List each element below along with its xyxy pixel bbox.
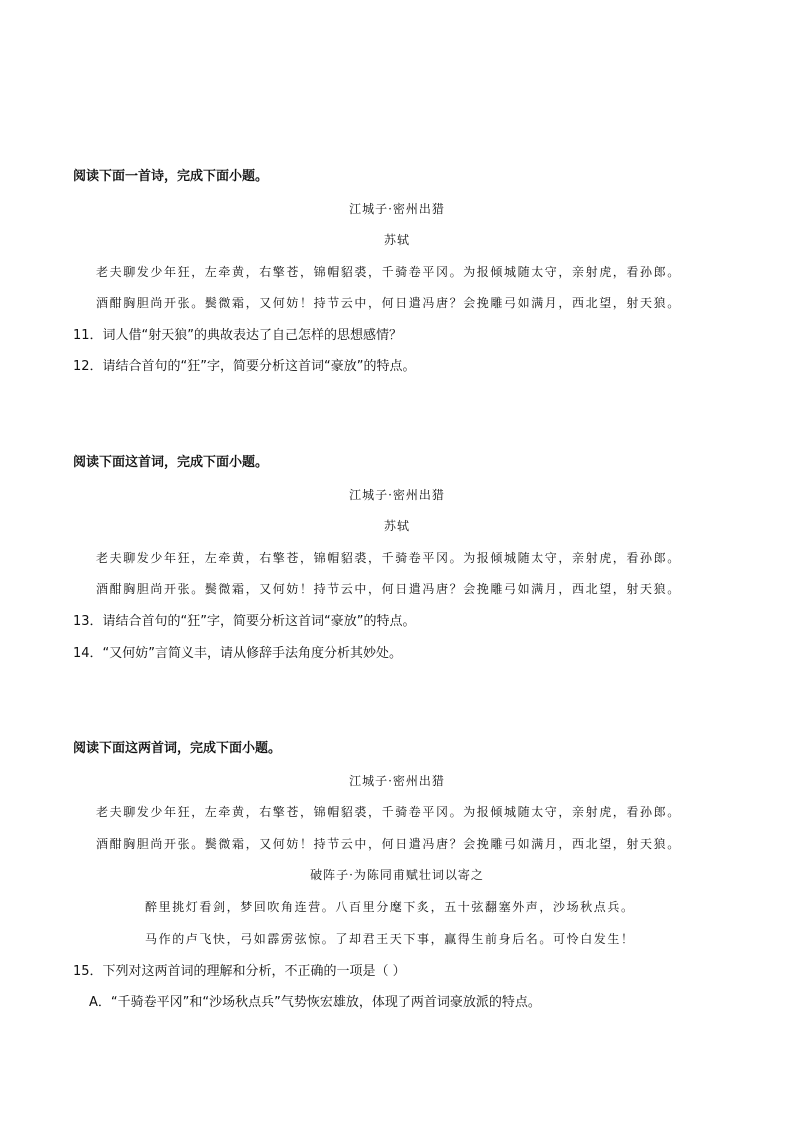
- section-3-poem-line-1: 老夫聊发少年狂，左牵黄，右擎苍，锦帽貂裘，千骑卷平冈。为报倾城随太守，亲射虎，看孙郎。: [96, 805, 681, 819]
- section-1-poem-line-2: 酒酣胸胆尚开张。鬓微霜，又何妨！持节云中，何日遣冯唐？会挽雕弓如满月，西北望，射天狼。: [96, 296, 681, 310]
- question-11: 11．词人借“射天狼”的典故表达了自己怎样的思想感情？: [73, 328, 403, 343]
- section-3-poem2-line-1: 醉里挑灯看剑，梦回吹角连营。八百里分麾下炙，五十弦翻塞外声，沙场秋点兵。: [145, 900, 635, 914]
- question-15-option-a: A．“千骑卷平冈”和“沙场秋点兵”气势恢宏雄放，体现了两首词豪放派的特点。: [89, 995, 541, 1010]
- section-1-poem-author: 苏轼: [383, 233, 410, 247]
- section-3-heading: 阅读下面这两首词，完成下面小题。: [73, 741, 282, 756]
- section-3-poem-line-2: 酒酣胸胆尚开张。鬓微霜，又何妨！持节云中，何日遣冯唐？会挽雕弓如满月，西北望，射天狼。: [96, 837, 681, 851]
- section-2-poem-title: 江城子·密州出猎: [349, 488, 445, 502]
- section-3-poem2-line-2: 马作的卢飞快，弓如霹雳弦惊。了却君王天下事，赢得生前身后名。可怜白发生！: [145, 932, 635, 946]
- question-15: 15．下列对这两首词的理解和分析，不正确的一项是（ ）: [73, 964, 406, 979]
- section-3-poem-title: 江城子·密州出猎: [349, 774, 445, 788]
- section-1-heading: 阅读下面一首诗，完成下面小题。: [73, 169, 269, 184]
- section-2-heading: 阅读下面这首词，完成下面小题。: [73, 455, 269, 470]
- section-2-poem-author: 苏轼: [383, 519, 410, 533]
- section-3-poem2-title: 破阵子·为陈同甫赋壮词以寄之: [310, 868, 484, 882]
- question-14: 14．“又何妨”言简义丰，请从修辞手法角度分析其妙处。: [73, 646, 403, 661]
- section-2-poem-line-1: 老夫聊发少年狂，左牵黄，右擎苍，锦帽貂裘，千骑卷平冈。为报倾城随太守，亲射虎，看孙郎。: [96, 551, 681, 565]
- question-13: 13．请结合首句的“狂”字，简要分析这首词“豪放”的特点。: [73, 614, 416, 629]
- section-2-poem-line-2: 酒酣胸胆尚开张。鬓微霜，又何妨！持节云中，何日遣冯唐？会挽雕弓如满月，西北望，射天狼。: [96, 582, 681, 596]
- section-1-poem-title: 江城子·密州出猎: [349, 202, 445, 216]
- question-12: 12．请结合首句的“狂”字，简要分析这首词“豪放”的特点。: [73, 359, 416, 374]
- section-1-poem-line-1: 老夫聊发少年狂，左牵黄，右擎苍，锦帽貂裘，千骑卷平冈。为报倾城随太守，亲射虎，看孙郎。: [96, 265, 681, 279]
